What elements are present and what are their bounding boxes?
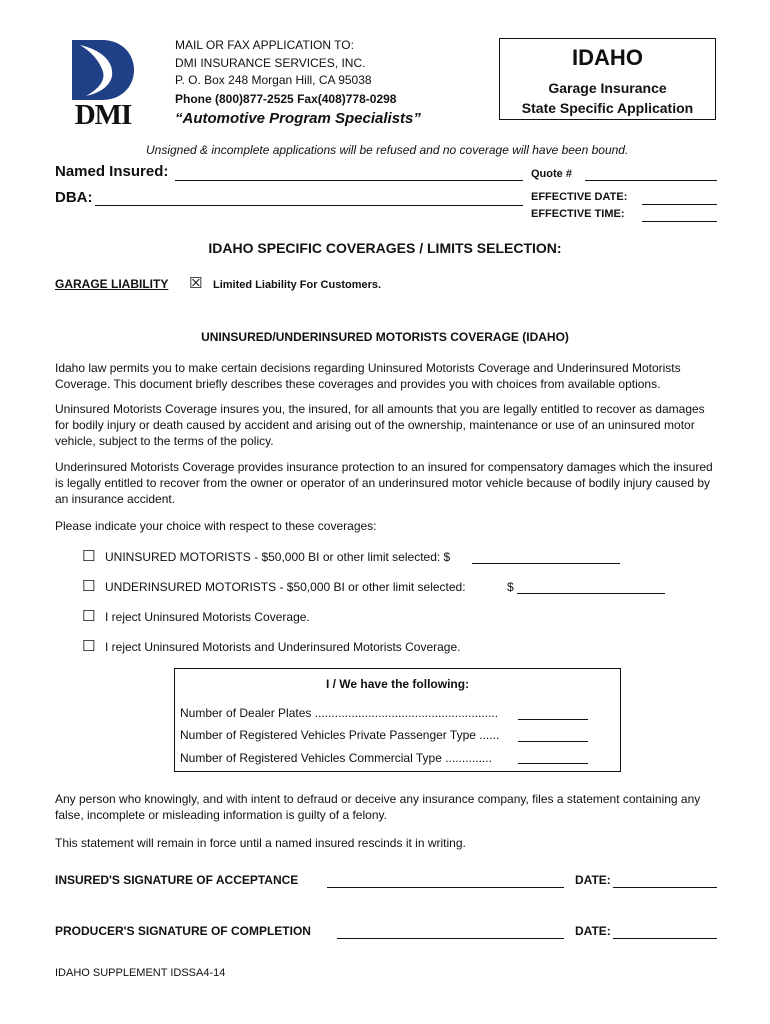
quote-label: Quote # bbox=[531, 168, 572, 180]
dba-field[interactable] bbox=[95, 205, 523, 206]
effective-date-field[interactable] bbox=[642, 204, 717, 205]
uninsured-paragraph: Uninsured Motorists Coverage insures you, the insured, for all amounts that you are legally entitled to recover as damages for bodily injury or death caused by accident and arising out of the ownership, maintenance or use of an uninsured motor vehicle, subject to the terms of the policy. bbox=[55, 402, 705, 448]
underinsured-paragraph: Underinsured Motorists Coverage provides insurance protection to an insured for compensatory damages which the insured is legally entitled to recover from the owner or operator of an underinsured motor vehicle because of bodily injury caused by an insurance accident. bbox=[55, 460, 713, 506]
um-heading: UNINSURED/UNDERINSURED MOTORISTS COVERAGE (IDAHO) bbox=[201, 330, 569, 344]
choice-instruction: Please indicate your choice with respect to these coverages: bbox=[55, 519, 377, 533]
intro-paragraph: Idaho law permits you to make certain decisions regarding Uninsured Motorists Coverage and Underinsured Motorists Coverage. This document briefly describes these coverages and provides you with choices from available options. bbox=[55, 361, 681, 391]
uninsured-checkbox[interactable]: ☐ bbox=[82, 548, 96, 565]
effective-time-field[interactable] bbox=[642, 221, 717, 222]
private-passenger-label: Number of Registered Vehicles Private Passenger Type ...... bbox=[180, 728, 500, 742]
commercial-type-field[interactable] bbox=[518, 763, 588, 764]
dba-label: DBA: bbox=[55, 189, 93, 206]
state-box-line1: Garage Insurance bbox=[548, 80, 667, 96]
force-statement: This statement will remain in force until a named insured rescinds it in writing. bbox=[55, 836, 466, 850]
dmi-logo bbox=[72, 40, 134, 132]
coverage-heading: IDAHO SPECIFIC COVERAGES / LIMITS SELECTION: bbox=[208, 240, 562, 256]
form-footer: IDAHO SUPPLEMENT IDSSA4-14 bbox=[55, 967, 226, 979]
insured-date-field[interactable] bbox=[613, 887, 717, 888]
producer-signature-label: PRODUCER'S SIGNATURE OF COMPLETION bbox=[55, 924, 311, 938]
producer-date-label: DATE: bbox=[575, 924, 611, 938]
phone-fax: Phone (800)877-2525 Fax(408)778-0298 bbox=[175, 92, 397, 106]
dealer-plates-field[interactable] bbox=[518, 719, 588, 720]
commercial-type-label: Number of Registered Vehicles Commercial Type .............. bbox=[180, 751, 492, 765]
producer-date-field[interactable] bbox=[613, 938, 717, 939]
mail-to-label: MAIL OR FAX APPLICATION TO: bbox=[175, 38, 354, 52]
producer-signature-field[interactable] bbox=[337, 938, 564, 939]
state-box-line2: State Specific Application bbox=[521, 100, 694, 116]
state-title: IDAHO bbox=[572, 45, 643, 70]
insured-signature-field[interactable] bbox=[327, 887, 564, 888]
reject-um-uim-checkbox[interactable]: ☐ bbox=[82, 638, 96, 655]
fraud-statement: Any person who knowingly, and with intent to defraud or deceive any insurance company, files a statement containing any false, incomplete or misleading information is guilty of a felony. bbox=[55, 792, 701, 822]
underinsured-limit-field[interactable] bbox=[517, 593, 665, 594]
reject-um-uim-label: I reject Uninsured Motorists and Underinsured Motorists Coverage. bbox=[105, 640, 461, 654]
named-insured-field[interactable] bbox=[175, 180, 523, 181]
limited-liability-label: Limited Liability For Customers. bbox=[213, 279, 382, 291]
reject-um-checkbox[interactable]: ☐ bbox=[82, 608, 96, 625]
effective-date-label: EFFECTIVE DATE: bbox=[531, 191, 628, 203]
insured-signature-label: INSURED'S SIGNATURE OF ACCEPTANCE bbox=[55, 873, 299, 887]
warning-text: Unsigned & incomplete applications will be refused and no coverage will have been bound. bbox=[146, 143, 629, 157]
company-address: P. O. Box 248 Morgan Hill, CA 95038 bbox=[175, 73, 372, 87]
underinsured-checkbox[interactable]: ☐ bbox=[82, 578, 96, 595]
vehicle-count-box-title: I / We have the following: bbox=[325, 677, 470, 691]
quote-field[interactable] bbox=[585, 180, 717, 181]
private-passenger-field[interactable] bbox=[518, 741, 588, 742]
named-insured-label: Named Insured: bbox=[55, 163, 169, 180]
garage-liability-label: GARAGE LIABILITY bbox=[55, 277, 169, 291]
underinsured-option-label: UNDERINSURED MOTORISTS - $50,000 BI or other limit selected: bbox=[105, 580, 466, 594]
insured-date-label: DATE: bbox=[575, 873, 611, 887]
state-box bbox=[499, 38, 716, 120]
company-name: DMI INSURANCE SERVICES, INC. bbox=[175, 56, 366, 70]
uninsured-option-label: UNINSURED MOTORISTS - $50,000 BI or other limit selected: $ bbox=[105, 550, 451, 564]
effective-time-label: EFFECTIVE TIME: bbox=[531, 208, 625, 220]
tagline: “Automotive Program Specialists” bbox=[175, 110, 421, 127]
dealer-plates-label: Number of Dealer Plates ....................................................... bbox=[180, 706, 499, 720]
limited-liability-checkbox[interactable]: ☒ bbox=[189, 275, 203, 292]
uninsured-limit-field[interactable] bbox=[472, 563, 620, 564]
vehicle-count-box bbox=[174, 668, 621, 772]
underinsured-dollar-sign: $ bbox=[507, 580, 514, 594]
dmi-logo-mark-icon bbox=[72, 40, 134, 100]
reject-um-label: I reject Uninsured Motorists Coverage. bbox=[105, 610, 310, 624]
logo-text: DMI bbox=[74, 99, 132, 131]
